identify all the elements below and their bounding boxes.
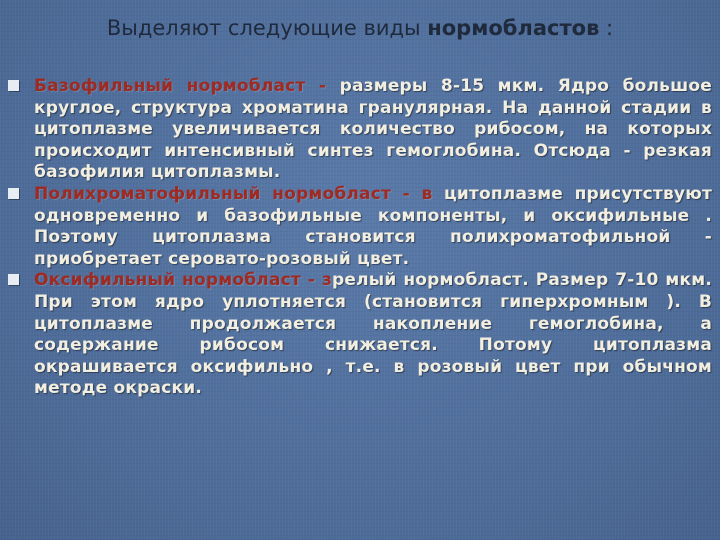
bullet-list [6, 76, 712, 400]
title-suffix: : [599, 16, 614, 40]
item-body: релый нормобласт. Размер 7-10 мкм. При этом ядро уплотняется (становится гиперхромным ). В цитоплазме продолжается накопление гемоглобина, а содержание рибосом снижается. Потому цитоплазма окрашивается оксифильно , т.е. в розовый цвет при обычном методе окраски. [34, 270, 712, 399]
square-bullet-icon [8, 274, 19, 285]
slide-title [0, 16, 720, 40]
title-prefix: Выделяют следующие виды [106, 16, 428, 40]
item-body: размеры 8-15 мкм. Ядро большое круглое, структура хроматина гранулярная. На данной стадии в цитоплазме увеличивается количество рибосом, на которых происходит интенсивный синтез гемоглобина. Отсюда - резкая базофилия цитоплазмы. [34, 76, 712, 183]
item-term: Оксифильный нормобласт - з [34, 270, 333, 291]
item-term: Базофильный нормобласт - [34, 76, 340, 96]
item-text [34, 184, 712, 270]
item-term: Полихроматофильный нормобласт - в [34, 183, 445, 204]
square-bullet-icon [8, 188, 19, 199]
square-bullet-icon [8, 80, 19, 91]
list-item [6, 184, 712, 270]
list-item [6, 270, 712, 400]
item-text [34, 76, 712, 184]
item-body: цитоплазме присутствуют одновременно и базофильные компоненты, и оксифильные . Поэтому цитоплазма становится полихроматофильной - приобретает серовато-розовый цвет. [34, 183, 712, 269]
title-highlight: нормобластов [427, 16, 600, 40]
list-item [6, 76, 712, 184]
item-text [34, 270, 712, 400]
